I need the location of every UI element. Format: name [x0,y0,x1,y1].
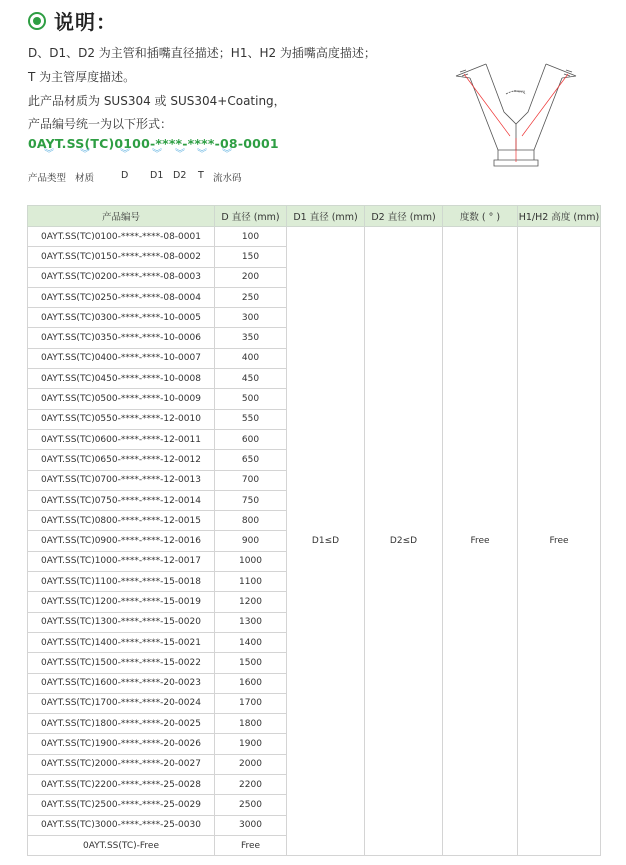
description-line-4: 产品编号统一为以下形式： [28,117,173,131]
segment-label: 材质 [75,173,95,184]
product-code-cell: 0AYT.SS(TC)-Free [28,835,215,855]
diameter-cell: 800 [215,511,287,531]
product-code-cell: 0AYT.SS(TC)1900-****-****-20-0026 [28,734,215,754]
product-code-cell: 0AYT.SS(TC)1600-****-****-20-0023 [28,673,215,693]
product-code-cell: 0AYT.SS(TC)0800-****-****-12-0015 [28,511,215,531]
section-title: 说明： [54,10,117,34]
segment-label: T [198,170,204,181]
diameter-cell: 350 [215,328,287,348]
segment-label: 流水码 [213,173,242,184]
product-code-cell: 0AYT.SS(TC)1200-****-****-15-0019 [28,592,215,612]
product-code-cell: 0AYT.SS(TC)1300-****-****-15-0020 [28,612,215,632]
product-code-cell: 0AYT.SS(TC)0900-****-****-12-0016 [28,531,215,551]
product-code-cell: 0AYT.SS(TC)0750-****-****-12-0014 [28,490,215,510]
diameter-cell: 650 [215,450,287,470]
diameter-cell: 450 [215,369,287,389]
chevron-down-icon: ︾ [44,149,54,160]
diameter-cell: 3000 [215,815,287,835]
diameter-cell: 1000 [215,551,287,571]
diameter-cell: 2000 [215,754,287,774]
d1-cell: D1≤D [287,227,365,856]
product-code-cell: 0AYT.SS(TC)1100-****-****-15-0018 [28,572,215,592]
product-code-cell: 0AYT.SS(TC)0100-****-****-08-0001 [28,227,215,247]
product-code-cell: 0AYT.SS(TC)1000-****-****-12-0017 [28,551,215,571]
table-header-row [28,206,601,227]
diameter-cell: 750 [215,490,287,510]
column-header: 产品编号 [28,206,215,227]
product-code-cell: 0AYT.SS(TC)0700-****-****-12-0013 [28,470,215,490]
product-code-cell: 0AYT.SS(TC)0400-****-****-10-0007 [28,348,215,368]
product-code-cell: 0AYT.SS(TC)2000-****-****-20-0027 [28,754,215,774]
product-code-cell: 0AYT.SS(TC)0650-****-****-12-0012 [28,450,215,470]
product-code-cell: 0AYT.SS(TC)1800-****-****-20-0025 [28,714,215,734]
diagram-degree-label: Degree [514,89,525,93]
diameter-cell: 1100 [215,572,287,592]
diameter-cell: 300 [215,308,287,328]
diameter-cell: 1900 [215,734,287,754]
product-code-cell: 0AYT.SS(TC)0550-****-****-12-0010 [28,409,215,429]
diameter-cell: 1200 [215,592,287,612]
description-line-1: D、D1、D2 为主管和插嘴直径描述；H1、H2 为插嘴高度描述； [28,46,376,60]
degree-cell: Free [443,227,518,856]
diameter-cell: Free [215,835,287,855]
diameter-cell: 400 [215,348,287,368]
diameter-cell: 1600 [215,673,287,693]
chevron-down-icon: ︾ [175,149,185,160]
product-code-cell: 0AYT.SS(TC)0350-****-****-10-0006 [28,328,215,348]
product-code-cell: 0AYT.SS(TC)0600-****-****-12-0011 [28,429,215,449]
diameter-cell: 250 [215,287,287,307]
section-header [28,6,117,35]
diameter-cell: 700 [215,470,287,490]
height-cell: Free [518,227,601,856]
diameter-cell: 1800 [215,714,287,734]
product-code-cell: 0AYT.SS(TC)2200-****-****-25-0028 [28,775,215,795]
diameter-cell: 600 [215,429,287,449]
product-code-cell: 0AYT.SS(TC)0250-****-****-08-0004 [28,287,215,307]
product-code-cell: 0AYT.SS(TC)0500-****-****-10-0009 [28,389,215,409]
diameter-cell: 1300 [215,612,287,632]
chevron-down-icon: ︾ [222,149,232,160]
product-table [27,205,601,856]
description-line-3: 此产品材质为 SUS304 或 SUS304+Coating， [28,94,286,108]
chevron-down-icon: ︾ [120,149,130,160]
column-header: D 直径 (mm) [215,206,287,227]
diameter-cell: 1700 [215,693,287,713]
diameter-cell: 2200 [215,775,287,795]
chevron-down-icon: ︾ [80,149,90,160]
product-code-cell: 0AYT.SS(TC)0450-****-****-10-0008 [28,369,215,389]
diameter-cell: 1400 [215,632,287,652]
diameter-cell: 900 [215,531,287,551]
diameter-cell: 200 [215,267,287,287]
product-code-cell: 0AYT.SS(TC)0150-****-****-08-0002 [28,247,215,267]
product-code-cell: 0AYT.SS(TC)1400-****-****-15-0021 [28,632,215,652]
segment-label: D1 [150,170,164,181]
table-body [28,227,601,856]
diameter-cell: 550 [215,409,287,429]
diameter-cell: 100 [215,227,287,247]
column-header: H1/H2 高度 (mm) [518,206,601,227]
column-header: D2 直径 (mm) [365,206,443,227]
column-header: 度数 ( ° ) [443,206,518,227]
column-header: D1 直径 (mm) [287,206,365,227]
product-code-cell: 0AYT.SS(TC)0200-****-****-08-0003 [28,267,215,287]
table-row [28,227,601,247]
d2-cell: D2≤D [365,227,443,856]
segment-label: D2 [173,170,187,181]
product-code-cell: 0AYT.SS(TC)3000-****-****-25-0030 [28,815,215,835]
chevron-down-icon: ︾ [197,149,207,160]
diameter-cell: 500 [215,389,287,409]
product-code-cell: 0AYT.SS(TC)1500-****-****-15-0022 [28,653,215,673]
y-pipe-diagram [446,54,586,174]
segment-label: 产品类型 [28,173,67,184]
code-format: 0AYT.SS(TC)0100-****-****-08-0001 [28,136,279,151]
diameter-cell: 2500 [215,795,287,815]
segment-label: D [121,170,129,181]
product-code-cell: 0AYT.SS(TC)1700-****-****-20-0024 [28,693,215,713]
diameter-cell: 150 [215,247,287,267]
chevron-down-icon: ︾ [152,149,162,160]
description-line-2: T 为主管厚度描述。 [28,70,136,84]
product-code-cell: 0AYT.SS(TC)0300-****-****-10-0005 [28,308,215,328]
radio-dot-icon [28,12,46,30]
product-code-cell: 0AYT.SS(TC)2500-****-****-25-0029 [28,795,215,815]
diameter-cell: 1500 [215,653,287,673]
